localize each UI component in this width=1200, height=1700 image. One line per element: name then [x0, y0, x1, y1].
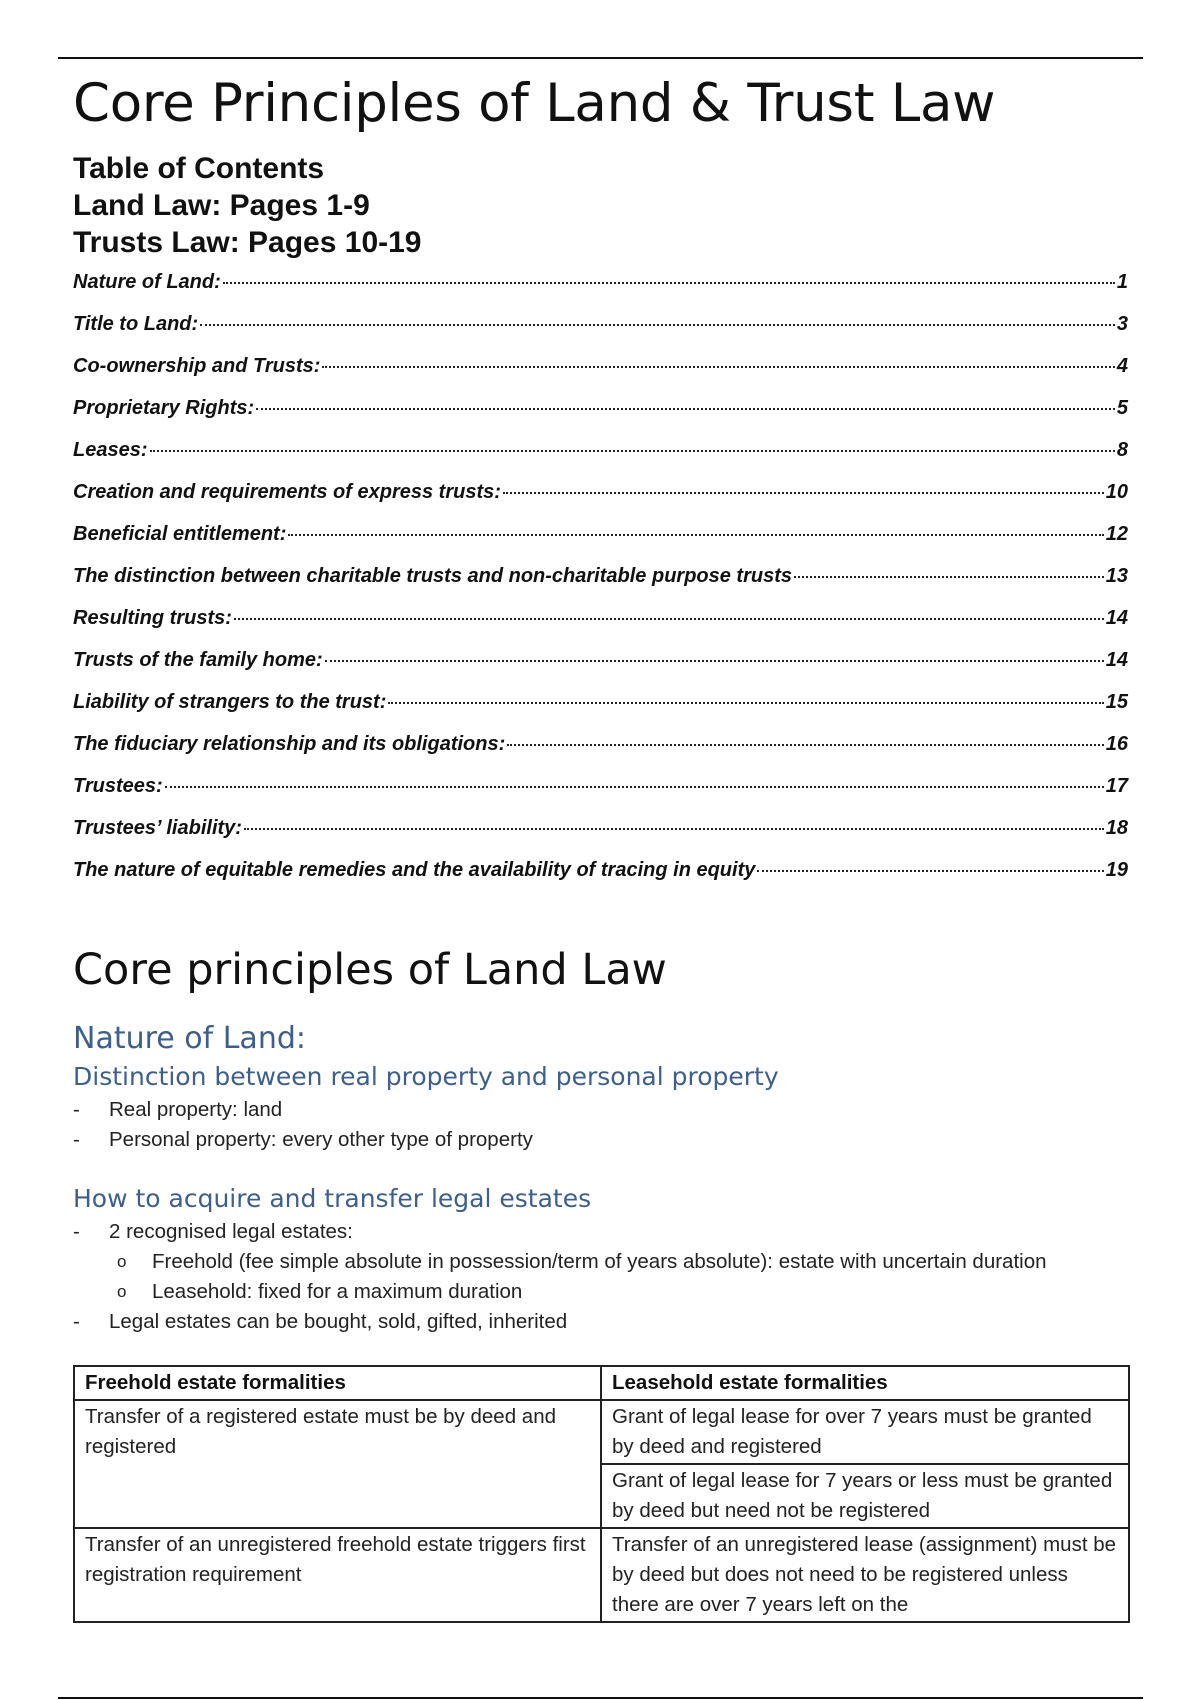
- toc-leader: [150, 450, 1115, 452]
- toc-entry[interactable]: [73, 271, 1128, 313]
- table-row: [74, 1400, 1129, 1464]
- toc-entry-page: 14: [1105, 649, 1128, 671]
- toc-entry[interactable]: [73, 775, 1128, 817]
- list-item: - Real property: land: [73, 1095, 1128, 1125]
- toc-entry-label: Proprietary Rights:: [73, 397, 255, 419]
- acquire-list-continued: [73, 1307, 1128, 1337]
- toc-leader: [244, 828, 1104, 830]
- toc-entry[interactable]: [73, 859, 1128, 901]
- toc-entry-page: 5: [1116, 397, 1128, 419]
- table-cell: Transfer of an unregistered freehold estate triggers first registration requirement: [74, 1528, 601, 1622]
- toc-entry[interactable]: [73, 649, 1128, 691]
- toc-entry-page: 18: [1105, 817, 1128, 839]
- toc-entry[interactable]: [73, 481, 1128, 523]
- nature-of-land-heading: Nature of Land:: [73, 1021, 306, 1056]
- toc-leader: [200, 324, 1115, 326]
- toc-entry-page: 14: [1105, 607, 1128, 629]
- toc-entry[interactable]: [73, 565, 1128, 607]
- acquire-heading: How to acquire and transfer legal estates: [73, 1184, 592, 1213]
- document-page: [73, 68, 1128, 1623]
- list-item: - Personal property: every other type of property: [73, 1125, 1128, 1155]
- toc-entry-label: The fiduciary relationship and its obligations:: [73, 733, 506, 755]
- toc-trust-range: Trusts Law: Pages 10-19: [73, 226, 422, 259]
- toc-entry-page: 1: [1116, 271, 1128, 293]
- toc-entry-page: 15: [1105, 691, 1128, 713]
- toc-entry-label: Leases:: [73, 439, 148, 461]
- toc-entry-page: 12: [1105, 523, 1128, 545]
- toc-entry-label: Trustees’ liability:: [73, 817, 242, 839]
- toc-entry-label: Title to Land:: [73, 313, 199, 335]
- formalities-table: [73, 1365, 1130, 1623]
- toc-entry[interactable]: [73, 439, 1128, 481]
- toc-entry[interactable]: [73, 313, 1128, 355]
- toc-entry[interactable]: [73, 733, 1128, 775]
- bottom-rule: [58, 1697, 1143, 1699]
- table-cell: Transfer of a registered estate must be by deed and registered: [74, 1400, 601, 1528]
- toc-leader: [234, 618, 1104, 620]
- list-item: - Legal estates can be bought, sold, gifted, inherited: [73, 1307, 1128, 1337]
- document-title: Core Principles of Land & Trust Law: [73, 73, 996, 134]
- toc-entry-label: Nature of Land:: [73, 271, 221, 293]
- toc-leader: [322, 366, 1114, 368]
- toc-list: [73, 271, 1128, 901]
- toc-leader: [507, 744, 1103, 746]
- leasehold-column-header: Leasehold estate formalities: [601, 1366, 1129, 1400]
- toc-entry-label: Co-ownership and Trusts:: [73, 355, 321, 377]
- toc-entry[interactable]: [73, 817, 1128, 859]
- table-cell: Transfer of an unregistered lease (assignment) must be by deed but does not need to be registered unless there are over 7 years left on the: [601, 1528, 1129, 1622]
- toc-leader: [325, 660, 1104, 662]
- toc-leader: [223, 282, 1115, 284]
- toc-entry-label: Trusts of the family home:: [73, 649, 323, 671]
- toc-entry-label: Trustees:: [73, 775, 163, 797]
- toc-land-range: Land Law: Pages 1-9: [73, 189, 370, 222]
- estates-sublist: [73, 1247, 1128, 1307]
- toc-leader: [256, 408, 1115, 410]
- list-item: - 2 recognised legal estates:: [73, 1217, 1128, 1247]
- distinction-heading: Distinction between real property and personal property: [73, 1062, 779, 1091]
- toc-heading: Table of Contents: [73, 152, 325, 185]
- toc-entry[interactable]: [73, 607, 1128, 649]
- sub-list-item: o Freehold (fee simple absolute in possession/term of years absolute): estate with uncertain duration: [73, 1247, 1128, 1277]
- toc-entry-page: 16: [1105, 733, 1128, 755]
- toc-entry-page: 10: [1105, 481, 1128, 503]
- sub-list-item: o Leasehold: fixed for a maximum duration: [73, 1277, 1128, 1307]
- table-of-contents: [73, 150, 1128, 901]
- toc-entry-label: The nature of equitable remedies and the availability of tracing in equity: [73, 859, 756, 881]
- toc-leader: [503, 492, 1104, 494]
- table-row: [74, 1528, 1129, 1622]
- toc-entry-label: Liability of strangers to the trust:: [73, 691, 387, 713]
- table-cell: Grant of legal lease for over 7 years must be granted by deed and registered: [601, 1400, 1129, 1464]
- toc-entry-page: 17: [1105, 775, 1128, 797]
- top-rule: [58, 57, 1143, 59]
- toc-entry-label: Beneficial entitlement:: [73, 523, 287, 545]
- toc-entry-page: 3: [1116, 313, 1128, 335]
- toc-entry-label: Resulting trusts:: [73, 607, 232, 629]
- toc-entry-page: 19: [1105, 859, 1128, 881]
- toc-entry[interactable]: [73, 397, 1128, 439]
- toc-leader: [165, 786, 1104, 788]
- toc-entry-page: 8: [1116, 439, 1128, 461]
- toc-leader: [388, 702, 1103, 704]
- freehold-column-header: Freehold estate formalities: [74, 1366, 601, 1400]
- toc-leader: [757, 870, 1103, 872]
- table-cell: Grant of legal lease for 7 years or less must be granted by deed but need not be registered: [601, 1464, 1129, 1528]
- acquire-list: [73, 1217, 1128, 1247]
- distinction-list: [73, 1095, 1128, 1155]
- toc-entry[interactable]: [73, 691, 1128, 733]
- toc-entry[interactable]: [73, 355, 1128, 397]
- land-law-section-title: Core principles of Land Law: [73, 945, 667, 995]
- toc-entry-page: 4: [1116, 355, 1128, 377]
- table-header-row: [74, 1366, 1129, 1400]
- toc-leader: [288, 534, 1103, 536]
- toc-leader: [794, 576, 1104, 578]
- toc-entry[interactable]: [73, 523, 1128, 565]
- toc-entry-page: 13: [1105, 565, 1128, 587]
- toc-entry-label: Creation and requirements of express trusts:: [73, 481, 501, 503]
- toc-entry-label: The distinction between charitable trusts and non-charitable purpose trusts: [73, 565, 792, 587]
